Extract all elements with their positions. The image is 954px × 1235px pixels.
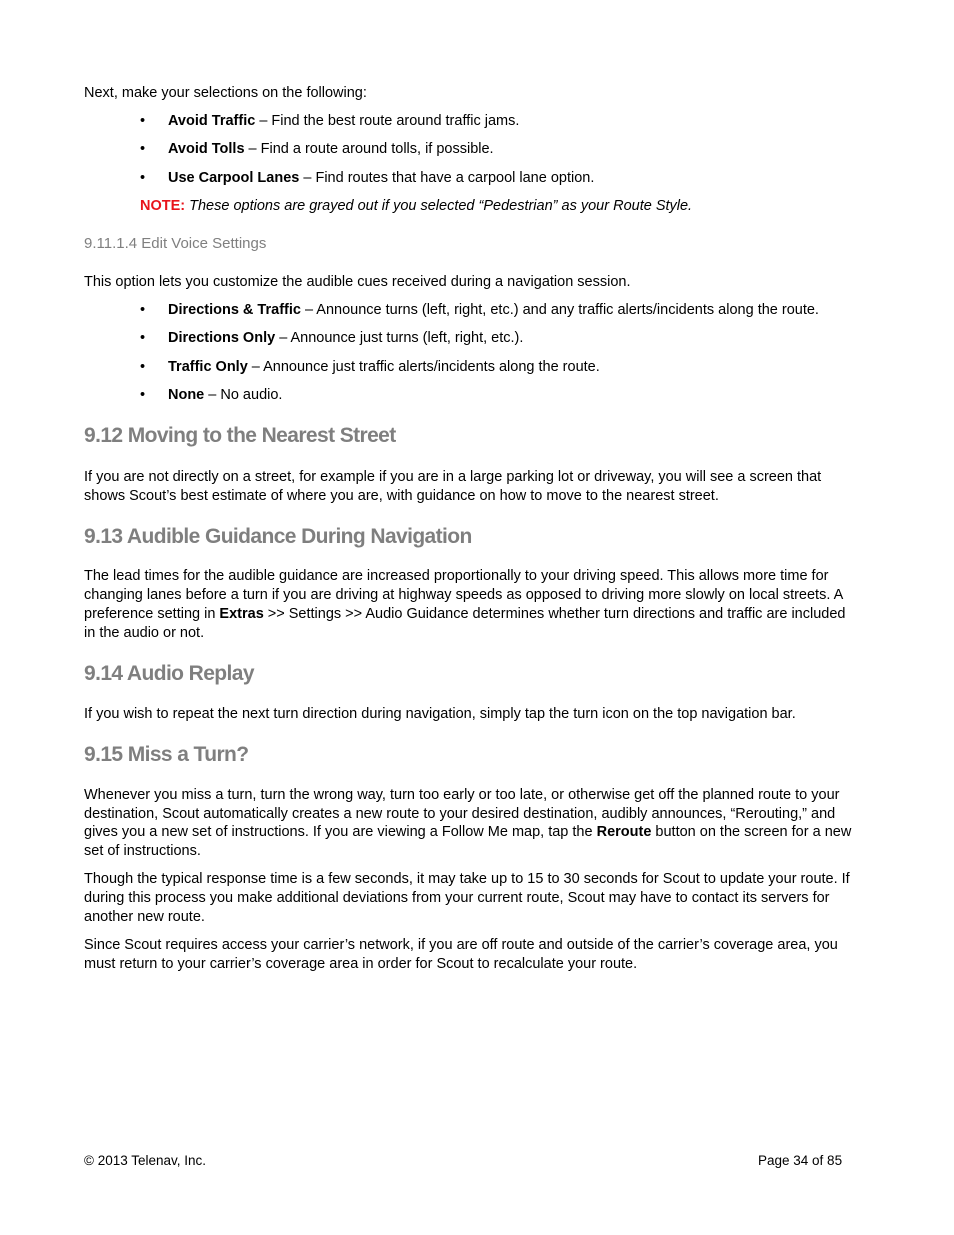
- paragraph-line: Whenever you miss a turn, turn the wrong way, turn too early or too late, or otherwise get off the planned route to your: [84, 787, 840, 803]
- bullet-icon: •: [140, 387, 146, 403]
- text-run: preference setting in: [84, 606, 220, 622]
- paragraph-line: Though the typical response time is a few seconds, it may take up to 15 to 30 seconds for Scout to update your route. If: [84, 871, 850, 887]
- option-term: Avoid Traffic: [168, 113, 256, 129]
- option-term: Directions & Traffic: [168, 302, 301, 318]
- section-heading: 9.12 Moving to the Nearest Street: [84, 424, 396, 447]
- text-run: button on the screen for a new: [651, 824, 852, 840]
- paragraph-line: shows Scout’s best estimate of where you are, with guidance on how to move to the nearest street.: [84, 488, 719, 504]
- paragraph-line: during this process you make additional deviations from your current route, Scout may have to contact its servers for: [84, 890, 830, 906]
- option-desc: – Find a route around tolls, if possible.: [244, 141, 494, 157]
- option-desc: – Announce just turns (left, right, etc.).: [275, 330, 524, 346]
- subsection-heading: 9.11.1.4 Edit Voice Settings: [84, 235, 267, 252]
- option-term: Traffic Only: [168, 359, 248, 375]
- option-desc: – Announce turns (left, right, etc.) and any traffic alerts/incidents along the route.: [300, 302, 819, 318]
- paragraph-line: If you wish to repeat the next turn direction during navigation, simply tap the turn icon on the top navigation bar.: [84, 706, 796, 722]
- bullet-icon: •: [140, 170, 146, 186]
- option-term: Directions Only: [168, 330, 276, 346]
- paragraph-line: The lead times for the audible guidance are increased proportionally to your driving speed. This allows more time for: [84, 568, 829, 584]
- paragraph-line: another new route.: [84, 909, 205, 925]
- bullet-icon: •: [140, 302, 146, 318]
- note-label: NOTE:: [140, 198, 186, 214]
- voice-intro: This option lets you customize the audible cues received during a navigation session.: [84, 274, 631, 290]
- section-heading: 9.15 Miss a Turn?: [84, 743, 249, 766]
- bullet-icon: •: [140, 113, 146, 129]
- bullet-icon: •: [140, 141, 146, 157]
- section-heading: 9.14 Audio Replay: [84, 662, 254, 685]
- note-text: These options are grayed out if you selected “Pedestrian” as your Route Style.: [185, 198, 693, 214]
- text-run: >> Settings >> Audio Guidance determines whether turn directions and traffic are included: [263, 606, 846, 622]
- bullet-icon: •: [140, 330, 146, 346]
- reroute-label: Reroute: [596, 824, 652, 840]
- extras-label: Extras: [219, 606, 264, 622]
- paragraph-line: Since Scout requires access your carrier’s network, if you are off route and outside of the carrier’s coverage area, you: [84, 937, 838, 953]
- option-desc: – Find routes that have a carpool lane option.: [299, 170, 595, 186]
- paragraph-line: [84, 605, 869, 624]
- section-heading: 9.13 Audible Guidance During Navigation: [84, 525, 472, 548]
- footer-page-number: Page 34 of 85: [758, 1153, 843, 1168]
- option-desc: – No audio.: [204, 387, 283, 403]
- intro-text: Next, make your selections on the following:: [84, 85, 367, 101]
- footer-copyright: © 2013 Telenav, Inc.: [84, 1153, 207, 1168]
- paragraph-line: in the audio or not.: [84, 625, 205, 641]
- text-run: gives you a new set of instructions. If you are viewing a Follow Me map, tap the: [84, 824, 597, 840]
- option-term: None: [168, 387, 205, 403]
- bullet-icon: •: [140, 359, 146, 375]
- paragraph-line: changing lanes before a turn if you are driving at highway speeds as opposed to driving more slowly on local streets. A: [84, 587, 844, 603]
- paragraph-line: set of instructions.: [84, 843, 201, 859]
- note: [140, 197, 692, 216]
- paragraph-line: If you are not directly on a street, for example if you are in a large parking lot or driveway, you will see a screen that: [84, 469, 822, 485]
- option-desc: – Find the best route around traffic jams.: [255, 113, 520, 129]
- paragraph-line: destination, Scout automatically creates a new route to your desired destination, audibly announces, “Rerouting,” and: [84, 806, 836, 822]
- option-desc: – Announce just traffic alerts/incidents along the route.: [247, 359, 600, 375]
- paragraph-line: [84, 823, 869, 842]
- paragraph-line: must return to your carrier’s coverage area in order for Scout to recalculate your route.: [84, 956, 638, 972]
- option-term: Avoid Tolls: [168, 141, 245, 157]
- option-term: Use Carpool Lanes: [168, 170, 300, 186]
